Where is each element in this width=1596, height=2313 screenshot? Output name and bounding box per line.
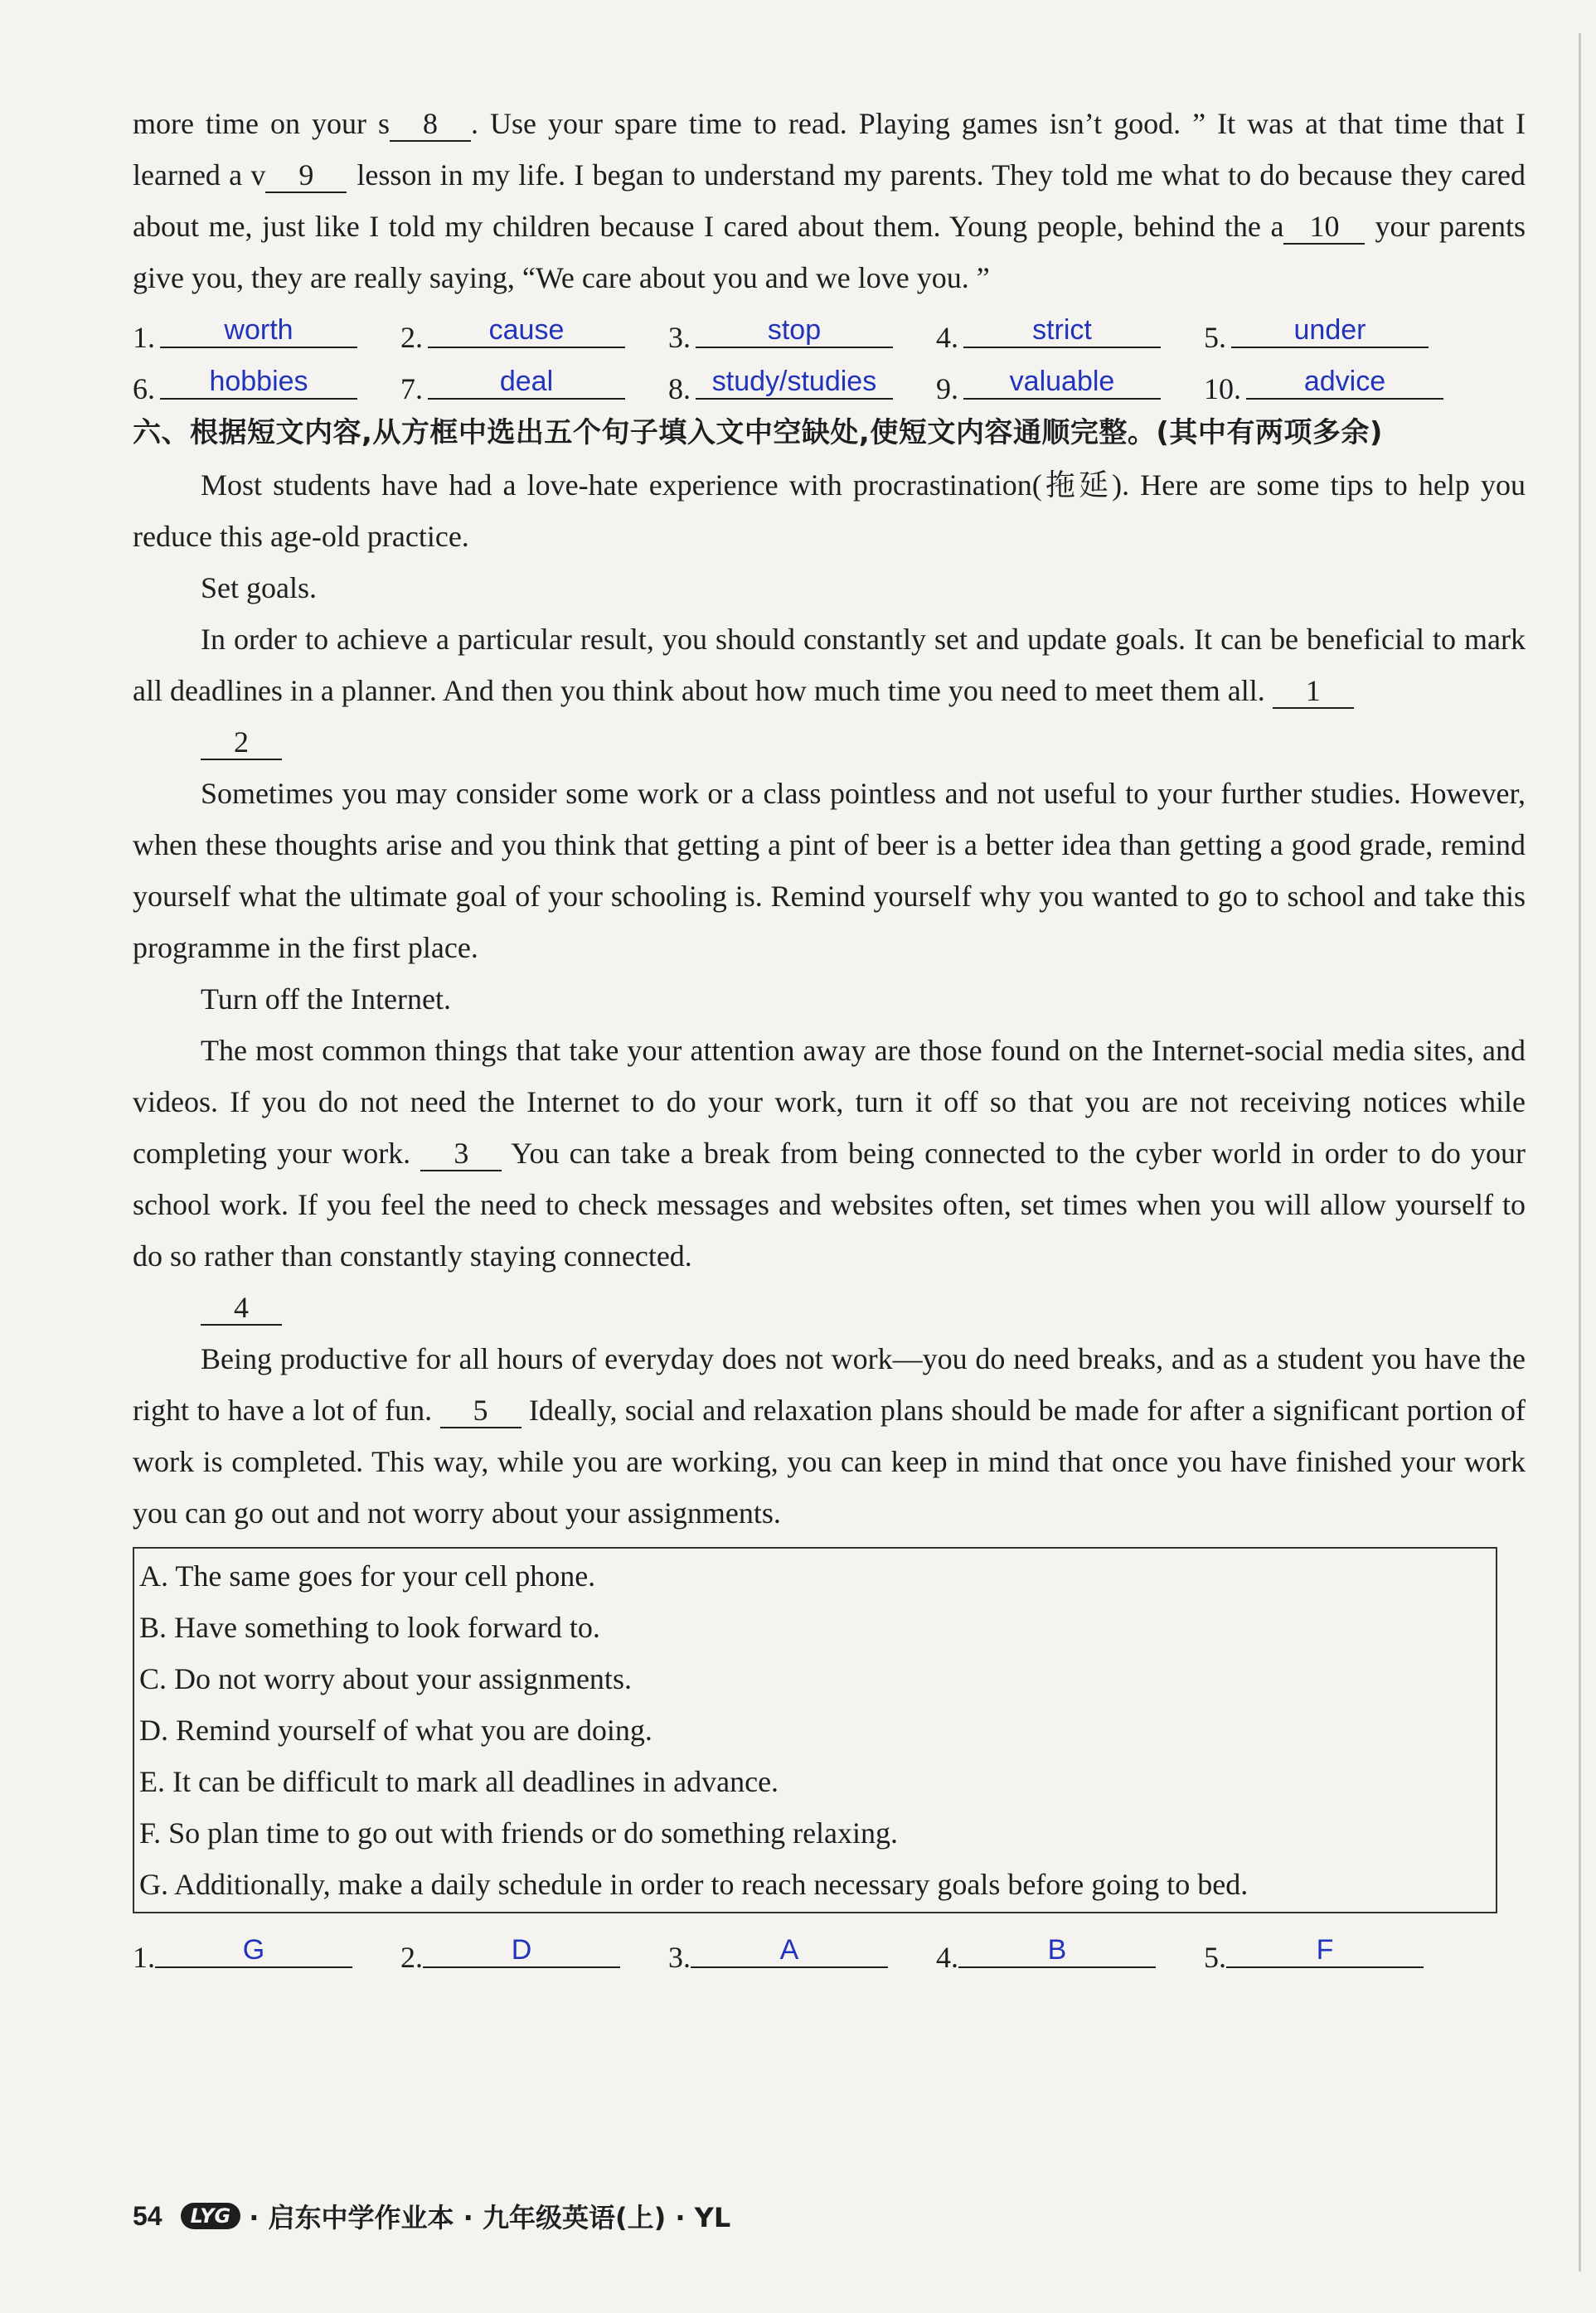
answer-row-1	[133, 303, 1526, 355]
answer-item: 10. advice	[1204, 371, 1472, 406]
answer-item: 5. under	[1204, 320, 1472, 355]
passage-text: more time on your s	[133, 107, 390, 140]
answer-value: advice	[1246, 365, 1443, 400]
answer-value: cause	[428, 313, 625, 348]
option-a: A. The same goes for your cell phone.	[139, 1559, 596, 1593]
option-f: F. So plan time to go out with friends or do something relaxing.	[139, 1816, 899, 1850]
blank-9: 9	[265, 158, 347, 193]
answer-value: valuable	[963, 365, 1161, 400]
option-d: D. Remind yourself of what you are doing.	[139, 1714, 652, 1747]
paragraph-2: Sometimes you may consider some work or a class pointless and not useful to your further studies. However, when these thoughts arise and you think that getting a pint of beer is a better idea than getting a good grade, remind yourself what the ultimate goal of your schooling is. Remind yourself why you wanted to go to school and take this programme in the first place.	[133, 777, 1526, 964]
book-title: · 启东中学作业本 · 九年级英语(上) · YL	[249, 2202, 731, 2233]
answer-item: 4. strict	[936, 320, 1204, 355]
option-b: B. Have something to look forward to.	[139, 1611, 600, 1644]
publisher-logo: LYG	[181, 2203, 241, 2229]
answer-value: under	[1231, 313, 1429, 348]
options-box	[133, 1547, 1497, 1913]
passage-text: your parents give you, they are really saying, “We care about you and we love you. ”	[133, 210, 1526, 294]
blank-1: 1	[1273, 674, 1354, 709]
answer-value: worth	[160, 313, 357, 348]
answer-item: 8. study/studies	[668, 371, 936, 406]
answer-item: 9. valuable	[936, 371, 1204, 406]
answer-value: strict	[963, 313, 1161, 348]
option-c: C. Do not worry about your assignments.	[139, 1662, 632, 1695]
answer-item: 1. worth	[133, 320, 400, 355]
paragraph-1: In order to achieve a particular result, you should constantly set and update goals. It can be beneficial to mark all deadlines in a planner. And then you think about how much time you need to meet them all. 1	[133, 623, 1526, 707]
blank-3: 3	[420, 1137, 502, 1171]
answer-value: stop	[696, 313, 893, 348]
answer-item: 3. A	[668, 1940, 936, 1975]
answer-value: study/studies	[696, 365, 893, 400]
answer-value: G	[155, 1933, 352, 1968]
answer-value: D	[423, 1933, 620, 1968]
answer-value: B	[958, 1933, 1156, 1968]
page-footer	[133, 2197, 730, 2235]
intro-paragraph: Most students have had a love-hate experience with procrastination(拖延). Here are some tips to help you reduce this age-old practice.	[133, 468, 1526, 553]
section-6-title: 六、根据短文内容,从方框中选出五个句子填入文中空缺处,使短文内容通顺完整。(其中有两项多余)	[133, 416, 1383, 449]
page-number: 54	[133, 2200, 163, 2231]
page-edge	[1579, 33, 1581, 2272]
blank-5: 5	[440, 1394, 521, 1428]
blank-2: 2	[201, 725, 282, 760]
passage-text: . Use your spare time to read. Playing games isn’t good. ” It was at that time that I learned a v	[133, 107, 1526, 192]
blank-4: 4	[201, 1291, 282, 1326]
answer-item: 6. hobbies	[133, 371, 400, 406]
answer-value: hobbies	[160, 365, 357, 400]
blank-8: 8	[390, 107, 471, 142]
answer-item: 4. B	[936, 1940, 1204, 1975]
option-g: G. Additionally, make a daily schedule in order to reach necessary goals before going to bed.	[139, 1868, 1249, 1901]
blank-10: 10	[1283, 210, 1365, 245]
subheading-blank-2	[133, 716, 1526, 768]
passage-text: lesson in my life. I began to understand my parents. They told me what to do because they cared about me, just like I told my children because I cared about them. Young people, behind the a	[133, 158, 1526, 243]
answer-item: 3. stop	[668, 320, 936, 355]
answer-item: 7. deal	[400, 371, 668, 406]
paragraph-4: Being productive for all hours of everyday does not work—you do need breaks, and as a student you have the right to have a lot of fun. 5 Ideally, social and relaxation plans should be made for after a significant portion of work is completed. This way, while you are working, you can keep in mind that once you have finished your work you can go out and not worry about your assignments.	[133, 1342, 1526, 1530]
answer-item: 2. D	[400, 1940, 668, 1975]
answer-value: deal	[428, 365, 625, 400]
subheading-turn-off-internet: Turn off the Internet.	[201, 982, 451, 1016]
answer-item: 2. cause	[400, 320, 668, 355]
passage-end-paragraph	[133, 98, 1526, 303]
page-content	[133, 98, 1526, 1975]
subheading-set-goals: Set goals.	[201, 571, 317, 604]
answer-value: F	[1226, 1933, 1424, 1968]
answer-item: 1. G	[133, 1940, 400, 1975]
answer-row-2	[133, 355, 1526, 406]
answer-item: 5. F	[1204, 1940, 1472, 1975]
answer-value: A	[691, 1933, 888, 1968]
subheading-blank-4	[133, 1282, 1526, 1333]
paragraph-3: The most common things that take your attention away are those found on the Internet-social media sites, and videos. If you do not need the Internet to do your work, turn it off so that you are not receiving notices while completing your work. 3 You can take a break from being connected to the cyber world in order to do your school work. If you feel the need to check messages and websites often, set times when you will allow yourself to do so rather than constantly staying connected.	[133, 1034, 1526, 1273]
section-6-answers	[133, 1913, 1526, 1975]
option-e: E. It can be difficult to mark all deadlines in advance.	[139, 1765, 779, 1798]
